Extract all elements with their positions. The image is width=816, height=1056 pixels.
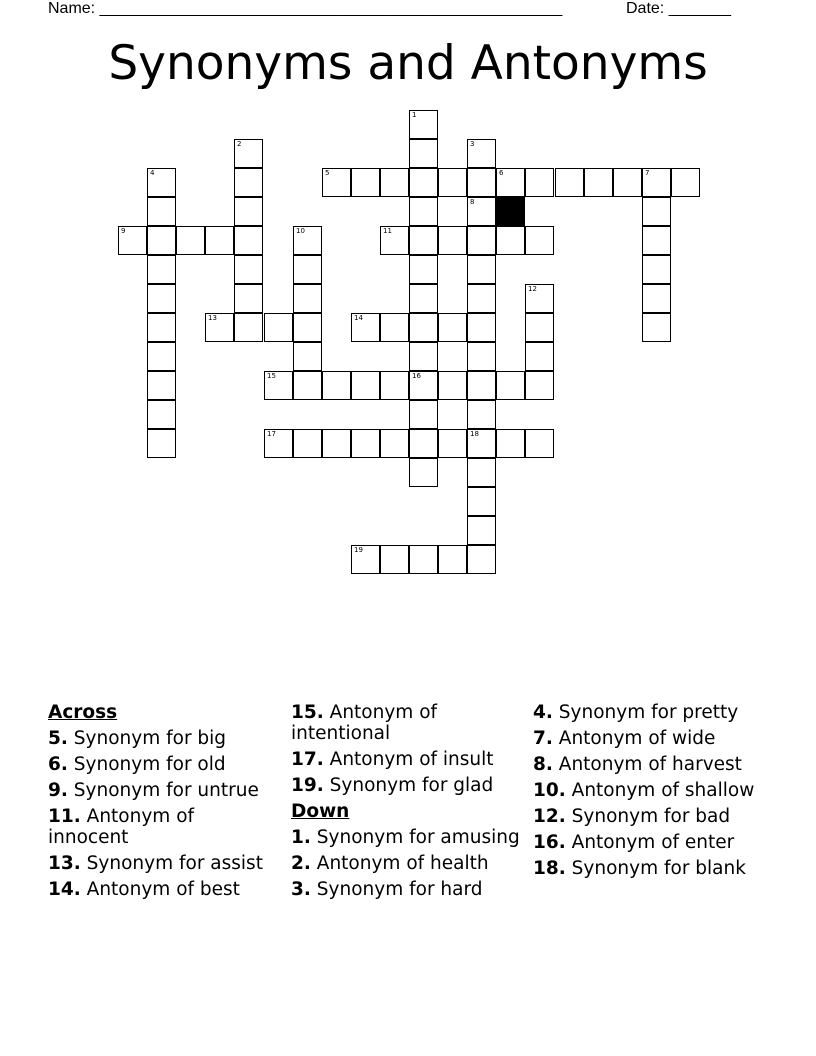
clue-down-12 bbox=[533, 806, 763, 827]
clue-across-9 bbox=[48, 780, 278, 801]
grid-cell[interactable] bbox=[234, 226, 263, 255]
cell-number: 10 bbox=[296, 227, 305, 235]
grid-cell[interactable] bbox=[118, 226, 147, 255]
grid-cell[interactable] bbox=[409, 255, 438, 284]
grid-cell[interactable] bbox=[409, 545, 438, 574]
grid-cell[interactable] bbox=[380, 313, 409, 342]
cell-number: 9 bbox=[121, 227, 126, 235]
grid-cell[interactable] bbox=[438, 313, 467, 342]
grid-cell[interactable] bbox=[409, 284, 438, 313]
grid-cell[interactable] bbox=[525, 429, 554, 458]
down-heading: Down bbox=[291, 801, 350, 822]
clue-across-17 bbox=[291, 749, 521, 770]
grid-cell[interactable] bbox=[205, 226, 234, 255]
grid-cell[interactable] bbox=[642, 313, 671, 342]
clue-down-8 bbox=[533, 754, 763, 775]
grid-cell[interactable] bbox=[147, 400, 176, 429]
cell-number: 17 bbox=[267, 430, 276, 438]
grid-cell[interactable] bbox=[322, 429, 351, 458]
grid-cell[interactable] bbox=[409, 400, 438, 429]
grid-cell[interactable] bbox=[351, 168, 380, 197]
clue-down-10 bbox=[533, 780, 763, 801]
clue-text: Antonym of shallow bbox=[571, 780, 755, 801]
clue-number: 17. bbox=[291, 749, 324, 770]
grid-cell[interactable] bbox=[147, 284, 176, 313]
grid-cell[interactable] bbox=[467, 516, 496, 545]
clue-across-13 bbox=[48, 853, 278, 874]
clue-text: Antonym of intentional bbox=[291, 702, 438, 744]
clue-number: 9. bbox=[48, 780, 68, 801]
grid-cell[interactable] bbox=[525, 342, 554, 371]
clue-text: Antonym of innocent bbox=[48, 806, 195, 848]
grid-cell[interactable] bbox=[409, 110, 438, 139]
cell-number: 16 bbox=[412, 372, 421, 380]
grid-cell[interactable] bbox=[293, 371, 322, 400]
grid-cell[interactable] bbox=[467, 313, 496, 342]
clue-text: Synonym for big bbox=[73, 728, 227, 749]
clue-number: 3. bbox=[291, 879, 311, 900]
clue-text: Antonym of harvest bbox=[558, 754, 742, 775]
grid-cell[interactable] bbox=[525, 284, 554, 313]
grid-cell[interactable] bbox=[409, 197, 438, 226]
grid-cell[interactable] bbox=[380, 371, 409, 400]
grid-cell[interactable] bbox=[467, 545, 496, 574]
grid-cell[interactable] bbox=[147, 342, 176, 371]
clue-text: Antonym of health bbox=[316, 853, 489, 874]
clue-text: Antonym of insult bbox=[329, 749, 494, 770]
across-heading: Across bbox=[48, 702, 118, 723]
clue-across-14 bbox=[48, 879, 278, 900]
clue-across-6 bbox=[48, 754, 278, 775]
clue-number: 19. bbox=[291, 775, 324, 796]
cell-number: 4 bbox=[150, 169, 155, 177]
grid-cell[interactable] bbox=[467, 458, 496, 487]
grid-cell[interactable] bbox=[467, 342, 496, 371]
grid-cell[interactable] bbox=[496, 168, 525, 197]
grid-cell[interactable] bbox=[147, 168, 176, 197]
grid-cell[interactable] bbox=[380, 168, 409, 197]
grid-cell[interactable] bbox=[351, 371, 380, 400]
grid-cell[interactable] bbox=[438, 168, 467, 197]
grid-cell[interactable] bbox=[147, 255, 176, 284]
clue-text: Synonym for assist bbox=[86, 853, 263, 874]
clue-number: 12. bbox=[533, 806, 566, 827]
clue-number: 18. bbox=[533, 858, 566, 879]
grid-cell[interactable] bbox=[234, 197, 263, 226]
clue-down-3 bbox=[291, 879, 521, 900]
clue-text: Synonym for glad bbox=[329, 775, 494, 796]
grid-cell[interactable] bbox=[467, 139, 496, 168]
grid-cell[interactable] bbox=[409, 429, 438, 458]
grid-cell[interactable] bbox=[671, 168, 700, 197]
clue-number: 10. bbox=[533, 780, 566, 801]
grid-cell[interactable] bbox=[438, 429, 467, 458]
grid-cell[interactable] bbox=[264, 371, 293, 400]
grid-cell[interactable] bbox=[147, 313, 176, 342]
cell-number: 15 bbox=[267, 372, 276, 380]
grid-cell[interactable] bbox=[525, 226, 554, 255]
grid-cell[interactable] bbox=[147, 197, 176, 226]
grid-cell[interactable] bbox=[234, 139, 263, 168]
cell-number: 5 bbox=[325, 169, 330, 177]
grid-cell[interactable] bbox=[351, 313, 380, 342]
clues-column-1 bbox=[48, 702, 278, 905]
grid-cell[interactable] bbox=[467, 371, 496, 400]
clue-across-19 bbox=[291, 775, 521, 796]
clue-down-7 bbox=[533, 728, 763, 749]
grid-cell[interactable] bbox=[409, 226, 438, 255]
clue-number: 6. bbox=[48, 754, 68, 775]
grid-cell[interactable] bbox=[264, 429, 293, 458]
grid-cell[interactable] bbox=[642, 197, 671, 226]
grid-cell[interactable] bbox=[438, 545, 467, 574]
grid-cell[interactable] bbox=[293, 255, 322, 284]
grid-cell[interactable] bbox=[467, 429, 496, 458]
grid-cell[interactable] bbox=[409, 342, 438, 371]
grid-cell[interactable] bbox=[322, 168, 351, 197]
grid-cell[interactable] bbox=[380, 429, 409, 458]
cell-number: 6 bbox=[499, 169, 504, 177]
grid-cell[interactable] bbox=[467, 255, 496, 284]
clue-number: 14. bbox=[48, 879, 81, 900]
cell-number: 1 bbox=[412, 111, 417, 119]
grid-cell[interactable] bbox=[525, 371, 554, 400]
grid-cell[interactable] bbox=[642, 284, 671, 313]
grid-cell[interactable] bbox=[409, 168, 438, 197]
grid-cell[interactable] bbox=[467, 400, 496, 429]
clue-down-16 bbox=[533, 832, 763, 853]
clue-number: 2. bbox=[291, 853, 311, 874]
grid-cell[interactable] bbox=[467, 168, 496, 197]
clue-down-1 bbox=[291, 827, 521, 848]
clue-text: Synonym for bad bbox=[571, 806, 731, 827]
grid-cell[interactable] bbox=[234, 255, 263, 284]
clue-text: Synonym for old bbox=[73, 754, 226, 775]
clue-number: 8. bbox=[533, 754, 553, 775]
grid-cell[interactable] bbox=[234, 168, 263, 197]
grid-cell[interactable] bbox=[351, 545, 380, 574]
grid-cell[interactable] bbox=[409, 371, 438, 400]
grid-cell[interactable] bbox=[322, 371, 351, 400]
cell-number: 19 bbox=[354, 546, 363, 554]
grid-cell[interactable] bbox=[496, 226, 525, 255]
date-field-label: Date: _______ bbox=[626, 0, 731, 17]
grid-cell[interactable] bbox=[380, 545, 409, 574]
grid-cell[interactable] bbox=[147, 429, 176, 458]
grid-cell[interactable] bbox=[409, 139, 438, 168]
grid-cell[interactable] bbox=[525, 313, 554, 342]
clue-down-4 bbox=[533, 702, 763, 723]
grid-cell[interactable] bbox=[176, 226, 205, 255]
clue-number: 13. bbox=[48, 853, 81, 874]
clue-down-18 bbox=[533, 858, 763, 879]
grid-cell[interactable] bbox=[642, 226, 671, 255]
clue-text: Synonym for hard bbox=[316, 879, 483, 900]
cell-number: 14 bbox=[354, 314, 363, 322]
grid-cell[interactable] bbox=[467, 487, 496, 516]
grid-cell[interactable] bbox=[293, 313, 322, 342]
cell-number: 12 bbox=[528, 285, 537, 293]
grid-cell[interactable] bbox=[205, 313, 234, 342]
cell-number: 7 bbox=[645, 169, 650, 177]
clue-text: Antonym of wide bbox=[558, 728, 716, 749]
grid-cell[interactable] bbox=[496, 371, 525, 400]
grid-cell[interactable] bbox=[642, 255, 671, 284]
clue-text: Synonym for amusing bbox=[316, 827, 520, 848]
grid-cell[interactable] bbox=[147, 226, 176, 255]
grid-cell[interactable] bbox=[147, 371, 176, 400]
clue-number: 11. bbox=[48, 806, 81, 827]
clue-text: Antonym of enter bbox=[571, 832, 735, 853]
clue-number: 7. bbox=[533, 728, 553, 749]
clue-across-11 bbox=[48, 806, 278, 848]
clue-number: 16. bbox=[533, 832, 566, 853]
grid-cell[interactable] bbox=[496, 429, 525, 458]
grid-cell[interactable] bbox=[467, 226, 496, 255]
name-field-label: Name: ____________________________________________________ bbox=[48, 0, 563, 17]
grid-cell[interactable] bbox=[555, 168, 584, 197]
cell-number: 11 bbox=[383, 227, 392, 235]
grid-cell[interactable] bbox=[293, 284, 322, 313]
grid-cell[interactable] bbox=[467, 284, 496, 313]
clue-across-15 bbox=[291, 702, 521, 744]
clues-column-2 bbox=[291, 702, 521, 905]
grid-cell[interactable] bbox=[293, 226, 322, 255]
grid-cell[interactable] bbox=[234, 284, 263, 313]
clue-text: Synonym for pretty bbox=[558, 702, 739, 723]
clue-number: 4. bbox=[533, 702, 553, 723]
grid-cell[interactable] bbox=[467, 197, 496, 226]
grid-cell[interactable] bbox=[525, 168, 554, 197]
clue-text: Synonym for blank bbox=[571, 858, 746, 879]
cell-number: 8 bbox=[470, 198, 475, 206]
cell-number: 2 bbox=[237, 140, 242, 148]
clue-text: Synonym for untrue bbox=[73, 780, 259, 801]
grid-cell[interactable] bbox=[293, 429, 322, 458]
clue-across-5 bbox=[48, 728, 278, 749]
clues-column-3 bbox=[533, 702, 763, 884]
page-title: Synonyms and Antonyms bbox=[108, 36, 708, 91]
grid-cell[interactable] bbox=[234, 313, 263, 342]
grid-cell[interactable] bbox=[409, 458, 438, 487]
grid-cell[interactable] bbox=[438, 226, 467, 255]
cell-number: 13 bbox=[208, 314, 217, 322]
grid-block-cell bbox=[496, 197, 525, 226]
clue-number: 1. bbox=[291, 827, 311, 848]
grid-cell[interactable] bbox=[584, 168, 613, 197]
cell-number: 18 bbox=[470, 430, 479, 438]
clue-number: 5. bbox=[48, 728, 68, 749]
grid-cell[interactable] bbox=[380, 226, 409, 255]
grid-cell[interactable] bbox=[409, 313, 438, 342]
grid-cell[interactable] bbox=[264, 313, 293, 342]
clue-down-2 bbox=[291, 853, 521, 874]
grid-cell[interactable] bbox=[642, 168, 671, 197]
grid-cell[interactable] bbox=[438, 371, 467, 400]
clue-number: 15. bbox=[291, 702, 324, 723]
grid-cell[interactable] bbox=[293, 342, 322, 371]
cell-number: 3 bbox=[470, 140, 475, 148]
grid-cell[interactable] bbox=[613, 168, 642, 197]
grid-cell[interactable] bbox=[351, 429, 380, 458]
clue-text: Antonym of best bbox=[86, 879, 240, 900]
